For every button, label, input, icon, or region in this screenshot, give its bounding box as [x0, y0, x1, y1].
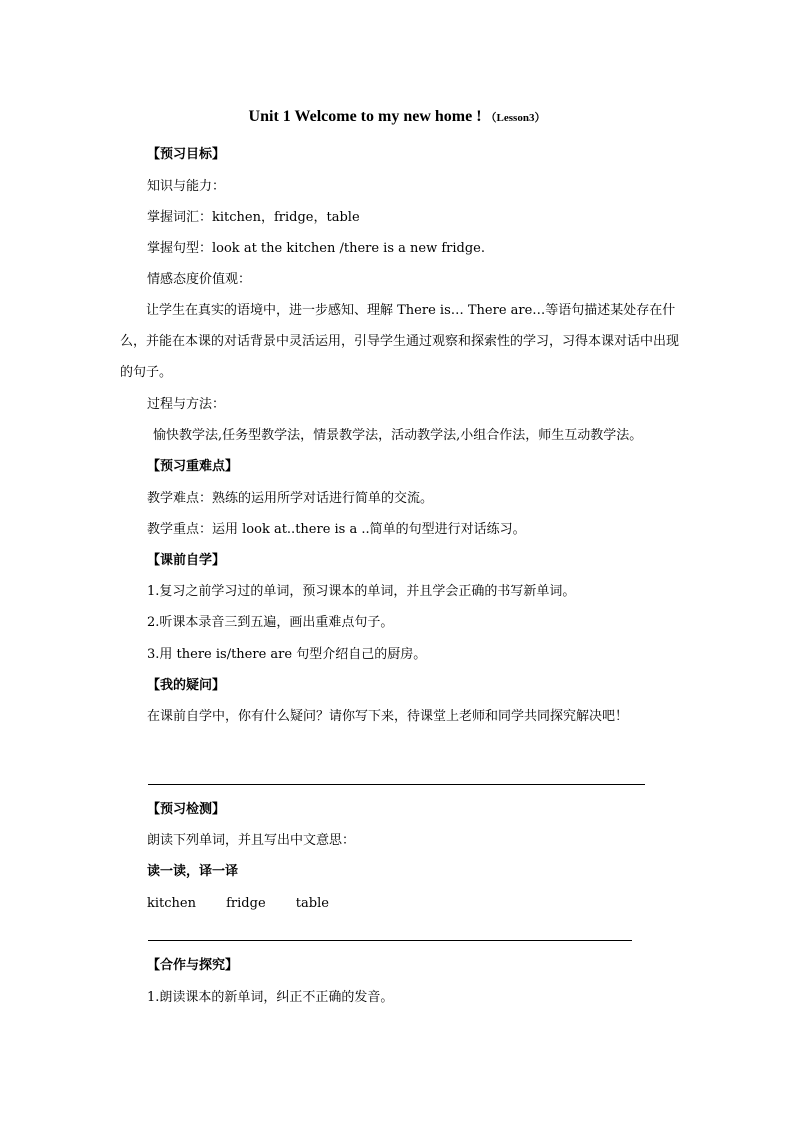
page-title	[0, 108, 794, 126]
sentence-line: 掌握句型：look at the kitchen /there is a new fridge.	[147, 241, 485, 256]
section-heading-preview-goals: 【预习目标】	[147, 147, 226, 162]
title-lesson: （Lesson3）	[485, 112, 546, 124]
process-label: 过程与方法：	[147, 397, 226, 412]
word-list	[147, 895, 355, 913]
key-point-line: 教学重点：运用 look at..there is a ..简单的句型进行对话练习。	[147, 522, 526, 537]
emotion-paragraph	[120, 295, 680, 388]
word-item: fridge	[226, 896, 266, 911]
cooperation-item-1: 1.朗读课本的新单词，纠正不正确的发音。	[147, 990, 394, 1005]
question-text: 在课前自学中，你有什么疑问？请你写下来，待课堂上老师和同学共同探究解决吧！	[147, 709, 629, 724]
section-heading-cooperation: 【合作与探究】	[147, 958, 239, 973]
emotion-label: 情感态度价值观：	[147, 272, 252, 287]
vocab-line: 掌握词汇：kitchen，fridge，table	[147, 210, 360, 225]
title-main: Unit 1 Welcome to my new home !	[248, 108, 482, 125]
answer-blank-line	[148, 784, 645, 785]
process-text: 愉快教学法,任务型教学法，情景教学法，活动教学法,小组合作法，师生互动教学法。	[153, 428, 643, 443]
knowledge-label: 知识与能力：	[147, 179, 226, 194]
self-study-item-3: 3.用 there is/there are 句型介绍自己的厨房。	[147, 647, 427, 662]
section-heading-key-difficult: 【预习重难点】	[147, 459, 239, 474]
check-instruction: 朗读下列单词，并且写出中文意思：	[147, 833, 356, 848]
self-study-item-1: 1.复习之前学习过的单词，预习课本的单词，并且学会正确的书写新单词。	[147, 584, 576, 599]
translation-blank-line	[148, 940, 632, 941]
word-item: table	[295, 896, 329, 911]
section-heading-self-study: 【课前自学】	[147, 553, 226, 568]
emotion-paragraph-text: 让学生在真实的语境中，进一步感知、理解 There is… There are…等语句描述某处存在什么，并能在本课的对话背景中灵活运用，引导学生通过观察和探索性的学习，习得本课对话中出现的句子。	[120, 303, 680, 380]
self-study-item-2: 2.听课本录音三到五遍，画出重难点句子。	[147, 615, 394, 630]
difficulty-line: 教学难点：熟练的运用所学对话进行简单的交流。	[147, 491, 434, 506]
word-item: kitchen	[147, 896, 196, 911]
section-heading-my-questions: 【我的疑问】	[147, 678, 226, 693]
section-heading-preview-check: 【预习检测】	[147, 802, 226, 817]
read-translate-label: 读一读，译一译	[147, 864, 239, 879]
